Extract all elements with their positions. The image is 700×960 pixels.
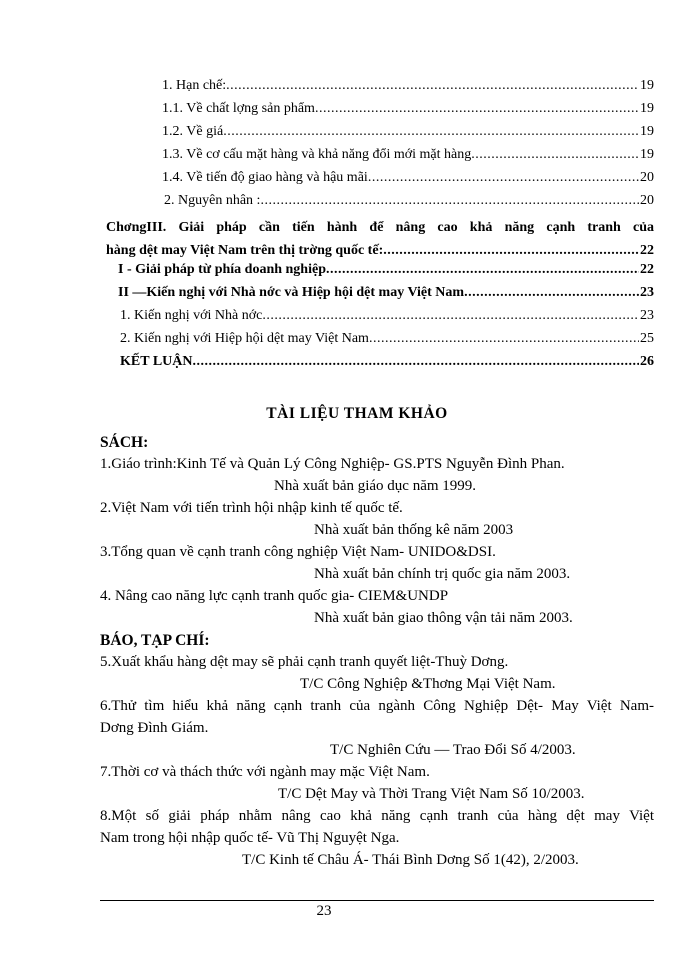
toc-entry-label: 1.4. Về tiến độ giao hàng và hậu mãi bbox=[162, 170, 368, 185]
toc-entry-page: 19 bbox=[640, 78, 654, 93]
toc-entry-page: 25 bbox=[640, 331, 654, 346]
toc-entry-page: 22 bbox=[640, 262, 654, 277]
toc-entry-label: 1. Hạn chế: bbox=[162, 78, 227, 93]
reference-entry: 7.Thời cơ và thách thức với ngành may mặc Việt Nam. bbox=[100, 764, 430, 780]
reference-entry-continued: Dơng Đình Giám. bbox=[100, 720, 209, 736]
toc-leader-dots bbox=[326, 262, 639, 278]
toc-chapter-title-line2-row bbox=[106, 239, 654, 262]
toc-leader-dots bbox=[368, 170, 639, 186]
toc-entry-page: 23 bbox=[640, 308, 654, 323]
toc-entry bbox=[100, 147, 654, 170]
toc-entry-label: 1.2. Về giá bbox=[162, 124, 224, 139]
reference-publisher: T/C Dệt May và Thời Trang Việt Nam Số 10/2003. bbox=[278, 786, 585, 802]
toc-conclusion-entry bbox=[100, 354, 654, 377]
reference-entry: 3.Tổng quan về cạnh tranh công nghiệp Việt Nam- UNIDO&DSI. bbox=[100, 544, 496, 560]
reference-entry: 2.Việt Nam với tiến trình hội nhập kinh tế quốc tế. bbox=[100, 500, 403, 516]
toc-entry-page: 23 bbox=[640, 285, 654, 300]
toc-entry-label: 1.3. Về cơ cấu mặt hàng và khả năng đổi mới mặt hàng bbox=[162, 147, 472, 162]
toc-leader-dots bbox=[464, 285, 639, 301]
reference-publisher: T/C Kinh tế Châu Á- Thái Bình Dơng Số 1(42), 2/2003. bbox=[242, 852, 579, 868]
references-section bbox=[100, 405, 654, 871]
toc-entry-label: KẾT LUẬN bbox=[120, 354, 193, 369]
journals-heading: BÁO, TẠP CHÍ: bbox=[100, 632, 210, 649]
reference-entry: 6.Thử tìm hiểu khả năng cạnh tranh của ngành Công Nghiệp Dệt- May Việt Nam- bbox=[100, 698, 654, 714]
toc-leader-dots bbox=[262, 308, 639, 324]
reference-entry: 5.Xuất khẩu hàng dệt may sẽ phải cạnh tranh quyết liệt-Thuỳ Dơng. bbox=[100, 654, 509, 670]
toc-entry-label: 1.1. Về chất lợng sản phẩm bbox=[162, 101, 315, 116]
reference-publisher: Nhà xuất bản chính trị quốc gia năm 2003. bbox=[314, 566, 571, 582]
toc-leader-dots bbox=[471, 147, 639, 163]
toc-entry-page: 19 bbox=[640, 101, 654, 116]
toc-entry-page: 19 bbox=[640, 124, 654, 139]
toc-entry-page: 19 bbox=[640, 147, 654, 162]
toc-part-entry bbox=[100, 262, 654, 285]
reference-publisher: T/C Công Nghiệp &Thơng Mại Việt Nam. bbox=[300, 676, 556, 692]
toc-entry bbox=[100, 78, 654, 101]
footer-divider bbox=[100, 900, 654, 901]
toc-part-entry bbox=[100, 285, 654, 308]
reference-entry: 1.Giáo trình:Kinh Tế và Quản Lý Công Nghiệp- GS.PTS Nguyễn Đình Phan. bbox=[100, 456, 565, 472]
toc-entry-label: 2. Kiến nghị với Hiệp hội dệt may Việt Nam bbox=[120, 331, 369, 346]
toc-entry bbox=[100, 193, 654, 216]
toc-entry-page: 20 bbox=[640, 170, 654, 185]
toc-entry bbox=[100, 170, 654, 193]
toc-entry-label: II —Kiến nghị với Nhà nớc và Hiệp hội dệt may Việt Nam bbox=[118, 285, 465, 300]
toc-entry-page: 22 bbox=[640, 243, 654, 258]
toc-leader-dots bbox=[223, 124, 639, 140]
toc-entry-label: 2. Nguyên nhân : bbox=[164, 193, 261, 208]
books-heading: SÁCH: bbox=[100, 434, 149, 451]
reference-entry: 4. Nâng cao năng lực cạnh tranh quốc gia- CIEM&UNDP bbox=[100, 588, 449, 604]
toc-leader-dots bbox=[369, 331, 639, 347]
toc-entry bbox=[100, 308, 654, 331]
toc-chapter-title-line1: ChơngIII. Giải pháp cần tiến hành để nâng cao khả năng cạnh tranh của bbox=[106, 220, 654, 235]
toc-entry bbox=[100, 101, 654, 124]
toc-entry bbox=[100, 124, 654, 147]
references-title: TÀI LIỆU THAM KHẢO bbox=[266, 405, 448, 422]
reference-entry-continued: Nam trong hội nhập quốc tế- Vũ Thị Nguyệt Nga. bbox=[100, 830, 400, 846]
table-of-contents bbox=[100, 78, 654, 377]
toc-entry-label: I - Giải pháp từ phía doanh nghiệp bbox=[118, 262, 326, 277]
reference-publisher: Nhà xuất bản giao thông vận tải năm 2003. bbox=[314, 610, 573, 626]
reference-entry: 8.Một số giải pháp nhằm nâng cao khả năng cạnh tranh của hàng dệt may Việt bbox=[100, 808, 654, 824]
toc-entry-label: 1. Kiến nghị với Nhà nớc bbox=[120, 308, 263, 323]
toc-leader-dots bbox=[192, 354, 639, 370]
toc-leader-dots bbox=[226, 78, 639, 94]
toc-leader-dots bbox=[383, 239, 639, 262]
toc-chapter-entry bbox=[100, 216, 654, 262]
toc-entry-page: 20 bbox=[640, 193, 654, 208]
toc-entry bbox=[100, 331, 654, 354]
toc-chapter-title-line2: hàng dệt may Việt Nam trên thị trờng quốc tế: bbox=[106, 243, 384, 258]
page-number: 23 bbox=[316, 903, 332, 919]
toc-leader-dots bbox=[315, 101, 639, 117]
toc-entry-page: 26 bbox=[640, 354, 654, 369]
reference-publisher: T/C Nghiên Cứu — Trao Đổi Số 4/2003. bbox=[330, 742, 576, 758]
reference-publisher: Nhà xuất bản giáo dục năm 1999. bbox=[274, 478, 477, 494]
reference-publisher: Nhà xuất bản thống kê năm 2003 bbox=[314, 522, 514, 538]
toc-leader-dots bbox=[260, 193, 639, 209]
